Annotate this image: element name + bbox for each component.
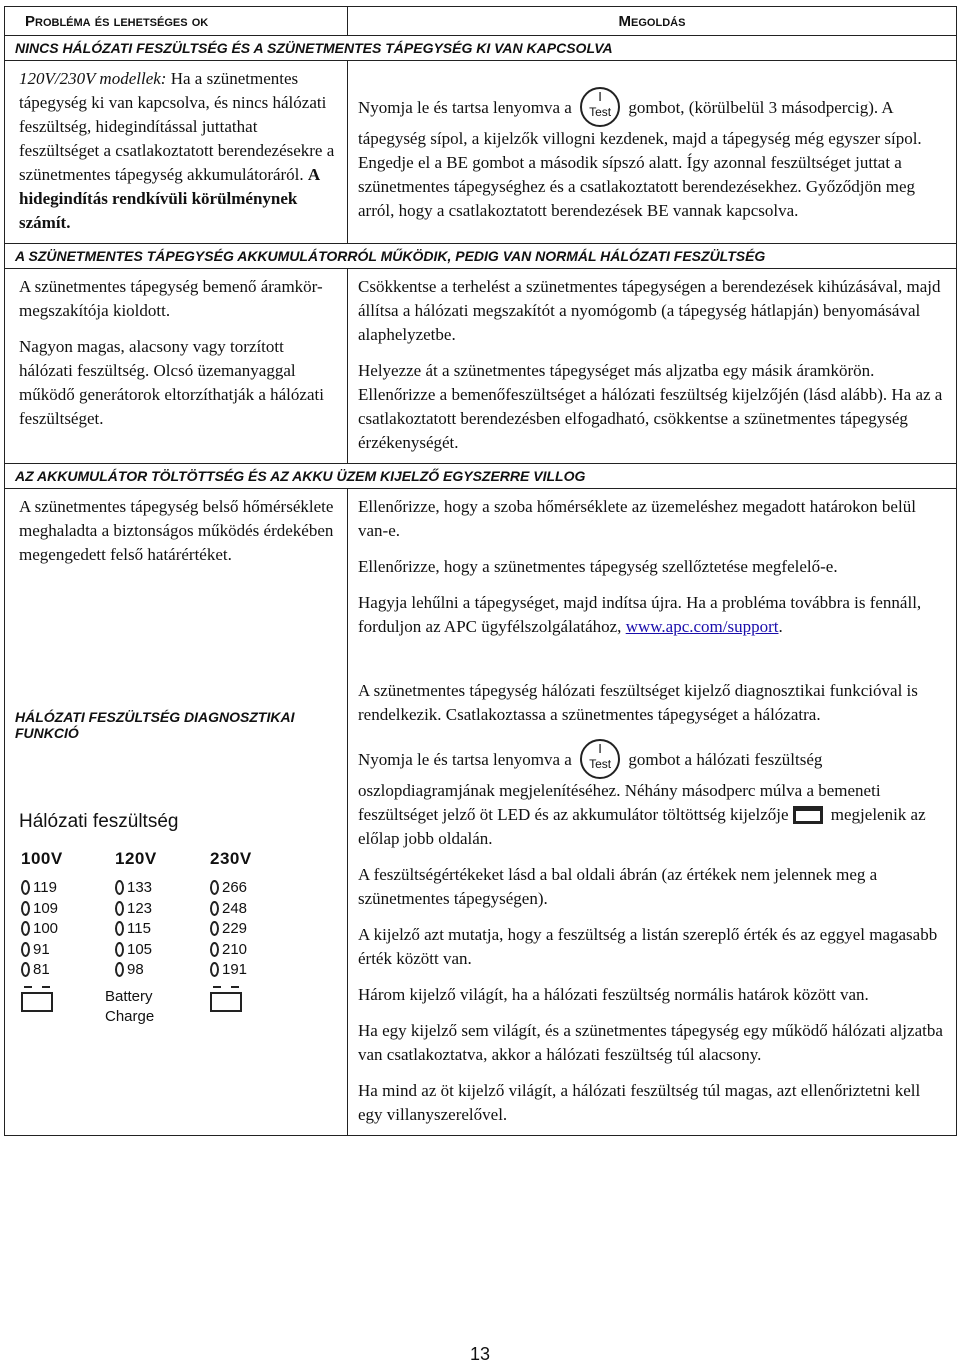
led-icon bbox=[210, 921, 219, 936]
led-icon bbox=[115, 880, 124, 895]
solution-pre: Nyomja le és tartsa lenyomva a bbox=[358, 98, 572, 117]
solution-ventilation: Ellenőrizze, hogy a szünetmentes tápegység szellőztetése megfelelő-e. bbox=[358, 557, 838, 576]
apc-support-link[interactable]: www.apc.com/support bbox=[625, 617, 779, 636]
diag-para-3: Három kijelző világít, ha a hálózati feszültség normális határok között van. bbox=[358, 985, 869, 1004]
led-icon bbox=[210, 901, 219, 916]
led-icon bbox=[210, 962, 219, 977]
section-title-on-battery: A SZÜNETMENTES TÁPEGYSÉG AKKUMULÁTORRÓL MŰKÖDIK, PEDIG VAN NORMÁL HÁLÓZATI FESZÜLTSÉG bbox=[5, 244, 957, 269]
battery-icon-right bbox=[210, 992, 242, 1012]
problem-overheat: A szünetmentes tápegység belső hőmérséklete meghaladta a biztonságos működés érdekében megengedett felső határértéket. bbox=[19, 497, 334, 564]
solution-post: gombot, (körülbelül 3 másodpercig). A tápegység sípol, a kijelzők villogni kezdenek, majd a tápegység még egyszer sípol. Engedje el a BE gombot a második sípszó alatt. Így azonnal feszültséget juttat a szünetmentes tápegységhez és a csatlakoztatott berendezésekhez. Győződjön meg arról, hogy a csatlakoztatott berendezések BE vannak kapcsolva. bbox=[358, 98, 922, 220]
header-solution: Megoldás bbox=[348, 7, 957, 36]
led-icon bbox=[115, 962, 124, 977]
led-icon bbox=[21, 921, 30, 936]
diag-button-instructions: Nyomja le és tartsa lenyomva a I Test gombot a hálózati feszültség oszlopdiagramjának megjelenítéséhez. Néhány másodperc múlva a bemeneti feszültséget jelző öt LED és az akkumulátor töltöttség kijelzője megjelenik az előlap jobb oldalán. bbox=[358, 741, 926, 848]
led-icon bbox=[115, 942, 124, 957]
voltage-diagram bbox=[5, 799, 347, 1039]
solution-cell-overheat bbox=[348, 489, 957, 1136]
diagram-title: Hálózati feszültség bbox=[19, 811, 179, 833]
test-button-icon: I Test bbox=[580, 739, 620, 779]
solution-cell-cold-start bbox=[348, 61, 957, 244]
solution-temperature: Ellenőrizze, hogy a szoba hőmérséklete az üzemeléshez megadott határokon belül van-e. bbox=[358, 497, 916, 540]
problem-voltage: Nagyon magas, alacsony vagy torzított hálózati feszültség. Olcsó üzemanyaggal működő generátorok eltorzíthatják a hálózati feszültséget. bbox=[19, 337, 324, 428]
solution-cell-on-battery bbox=[348, 269, 957, 464]
led-icon bbox=[21, 880, 30, 895]
column-120v: 120V 133 123 115 105 98 bbox=[115, 849, 157, 979]
diag-para-2: A kijelző azt mutatja, hogy a feszültség a listán szereplő érték és az eggyel magasabb érték között van. bbox=[358, 925, 938, 968]
problem-cell-on-battery bbox=[5, 269, 348, 464]
led-icon bbox=[21, 942, 30, 957]
diag-para-4: Ha egy kijelző sem világít, és a szünetmentes tápegység egy működő hálózati aljzatba van csatlakoztatva, akkor a hálózati feszültség túl alacsony. bbox=[358, 1021, 943, 1064]
section-title-diagnostic: HÁLÓZATI FESZÜLTSÉG DIAGNOSZTIKAI FUNKCIÓ bbox=[5, 609, 348, 799]
diag-intro: A szünetmentes tápegység hálózati feszültséget kijelző diagnosztikai funkcióval is rendelkezik. Csatlakoztassa a szünetmentes tápegységet a hálózatra. bbox=[358, 681, 918, 724]
led-icon bbox=[21, 962, 30, 977]
header-problem: Probléma és lehetséges ok bbox=[5, 7, 348, 36]
diag-para-5: Ha mind az öt kijelző világít, a hálózati feszültség túl magas, azt ellenőriztetni kell egy villanyszerelővel. bbox=[358, 1081, 921, 1124]
battery-charge-icon bbox=[793, 806, 823, 824]
problem-bold-note: A hidegindítás rendkívüli körülménynek számít. bbox=[19, 165, 320, 232]
column-230v: 230V 266 248 229 210 191 bbox=[210, 849, 252, 1012]
battery-icon-left bbox=[21, 992, 53, 1012]
voltage-diagram-cell bbox=[5, 799, 348, 1135]
models-label: 120V/230V modellek: bbox=[19, 69, 167, 88]
page-number: 13 bbox=[469, 1344, 491, 1364]
problem-cell-cold-start bbox=[5, 61, 348, 244]
problem-cell-overheat bbox=[5, 489, 348, 610]
led-icon bbox=[115, 921, 124, 936]
led-icon bbox=[210, 942, 219, 957]
section-title-overheat: AZ AKKUMULÁTOR TÖLTÖTTSÉG ÉS AZ AKKU ÜZEM KIJELZŐ EGYSZERRE VILLOG bbox=[5, 464, 957, 489]
section-title-no-power: NINCS HÁLÓZATI FESZÜLTSÉG ÉS A SZÜNETMENTES TÁPEGYSÉG KI VAN KAPCSOLVA bbox=[5, 36, 957, 61]
solution-voltage: Helyezze át a szünetmentes tápegységet más aljzatba egy másik áramkörön. Ellenőrizze a bemenőfeszültséget a hálózati feszültség kijelzőjén (lásd alább). Ha az a csatlakoztatott berendezésben elfogadható, csökkentse a szünetmentes tápegység érzékenységét. bbox=[358, 361, 943, 452]
solution-breaker: Csökkentse a terhelést a szünetmentes tápegységen a berendezések kihúzásával, majd állítsa a hálózati megszakítót a nyomógomb (a tápegység hátlapján) benyomásával alaphelyzetbe. bbox=[358, 277, 941, 344]
test-button-icon: I Test bbox=[580, 87, 620, 127]
diag-para-1: A feszültségértékeket lásd a bal oldali ábrán (az értékek nem jelennek meg a szünetmentes tápegységen). bbox=[358, 865, 878, 908]
solution-restart: Hagyja lehűlni a tápegységet, majd indítsa újra. Ha a probléma továbbra is fennáll, forduljon az APC ügyfélszolgálatához, www.apc.com/support. bbox=[358, 593, 922, 636]
troubleshooting-table bbox=[4, 6, 957, 1136]
led-icon bbox=[21, 901, 30, 916]
led-icon bbox=[115, 901, 124, 916]
problem-text: Ha a szünetmentes tápegység ki van kapcsolva, és nincs hálózati feszültség, hidegindítással juttathat feszültséget a csatlakoztatott berendezésekre a szünetmentes tápegység akkumulátoráról. bbox=[19, 69, 335, 184]
column-100v: 100V 119 109 100 91 81 bbox=[21, 849, 63, 1012]
problem-breaker: A szünetmentes tápegység bemenő áramkör-megszakítója kioldott. bbox=[19, 277, 323, 320]
battery-charge-label: Battery Charge bbox=[105, 988, 155, 1026]
led-icon bbox=[210, 880, 219, 895]
